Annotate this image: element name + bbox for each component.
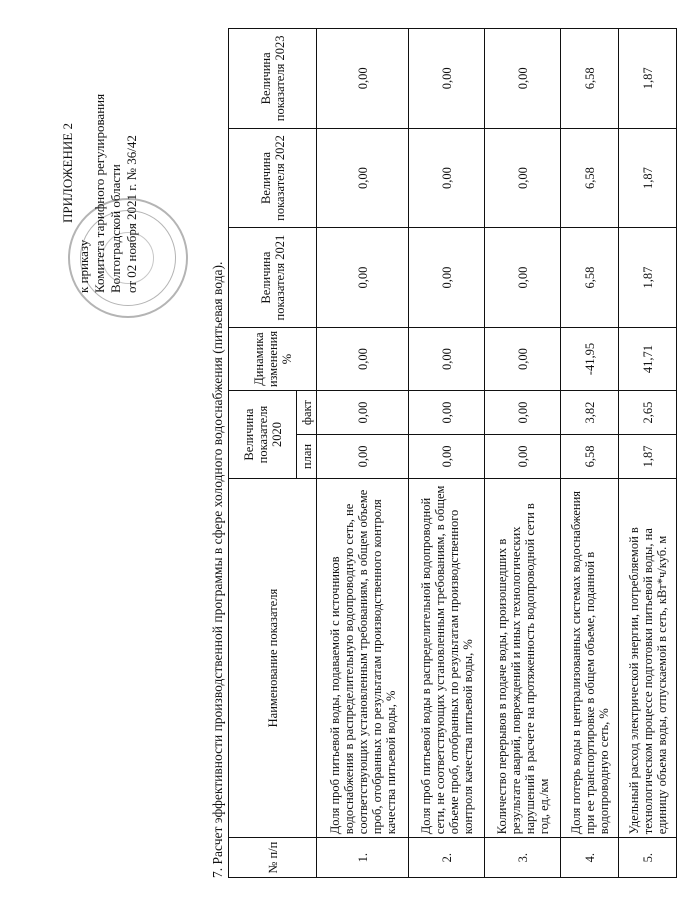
value-2021: 0,00: [317, 227, 409, 327]
header-fact: факт: [297, 390, 317, 434]
value-plan: 6,58: [561, 434, 619, 478]
value-2021: 1,87: [619, 227, 677, 327]
order-date: от 02 ноября 2021 г. № 36/42: [124, 134, 139, 293]
value-dynamics: 0,00: [317, 327, 409, 390]
header-name: Наименование показателя: [229, 478, 317, 837]
value-2022: 0,00: [485, 128, 561, 228]
value-2023: 0,00: [317, 28, 409, 128]
indicator-name: Доля проб питьевой воды, подаваемой с источников водоснабжения в распределительную водопроводную сеть, не соответствующих установленным требованиям, в общем объеме проб, отобранных по результатам производственного контроля качества питьевой воды, %: [317, 478, 409, 837]
value-plan: 0,00: [409, 434, 485, 478]
indicator-name: Доля проб питьевой воды в распределительной водопроводной сети, не соответствующих установленным требованиям, в общем объеме проб, отобранных по результатам производственного контроля качества питьевой воды, %: [409, 478, 485, 837]
appendix-label: ПРИЛОЖЕНИЕ 2: [60, 122, 75, 223]
table-row: [619, 28, 677, 877]
value-2023: 6,58: [561, 28, 619, 128]
value-2023: 0,00: [409, 28, 485, 128]
value-plan: 0,00: [317, 434, 409, 478]
value-2022: 6,58: [561, 128, 619, 228]
efficiency-table: [228, 28, 677, 878]
value-2021: 0,00: [485, 227, 561, 327]
table-row: [409, 28, 485, 877]
approval-block: [60, 43, 140, 293]
region-name: Волгоградской области: [108, 163, 123, 293]
row-number: 2.: [409, 837, 485, 877]
section-title: 7. Расчет эффективности производственной программы в сфере холодного водоснабжения (питьевая вода).: [210, 261, 225, 878]
value-2021: 0,00: [409, 227, 485, 327]
committee-name: Комитета тарифного регулирования: [92, 93, 107, 293]
indicator-name: Количество перерывов в подаче воды, произошедших в результате аварий, повреждений и иных технологических нарушений в расчете на протяженность водопроводной сети в год, ед./км: [485, 478, 561, 837]
row-number: 4.: [561, 837, 619, 877]
value-2021: 6,58: [561, 227, 619, 327]
header-value-2020: Величина показателя 2020: [229, 390, 297, 478]
value-dynamics: 41,71: [619, 327, 677, 390]
value-fact: 2,65: [619, 390, 677, 434]
value-dynamics: 0,00: [485, 327, 561, 390]
header-value-2021: Величина показателя 2021: [229, 227, 317, 327]
indicator-name: Удельный расход электрической энергии, потребляемой в технологическом процессе подготовки питьевой воды, на единицу объема воды, отпускаемой в сеть, кВт*ч/куб. м: [619, 478, 677, 837]
row-number: 5.: [619, 837, 677, 877]
value-fact: 0,00: [485, 390, 561, 434]
header-plan: план: [297, 434, 317, 478]
value-plan: 1,87: [619, 434, 677, 478]
header-dynamics: Динамика изменения %: [229, 327, 317, 390]
value-2023: 0,00: [485, 28, 561, 128]
order-reference: к приказу: [76, 239, 91, 293]
table-row: [317, 28, 409, 877]
value-fact: 3,82: [561, 390, 619, 434]
value-fact: 0,00: [317, 390, 409, 434]
value-fact: 0,00: [409, 390, 485, 434]
value-2022: 0,00: [317, 128, 409, 228]
rotated-page: [60, 28, 669, 878]
header-value-2023: Величина показателя 2023: [229, 28, 317, 128]
indicator-name: Доля потерь воды в централизованных системах водоснабжения при ее транспортировке в общем объеме, поданной в водопроводную сеть, %: [561, 478, 619, 837]
value-2022: 1,87: [619, 128, 677, 228]
row-number: 3.: [485, 837, 561, 877]
header-no: № п/п: [229, 837, 317, 877]
value-2023: 1,87: [619, 28, 677, 128]
table-row: [485, 28, 561, 877]
value-2022: 0,00: [409, 128, 485, 228]
row-number: 1.: [317, 837, 409, 877]
table-row: [561, 28, 619, 877]
value-dynamics: -41,95: [561, 327, 619, 390]
value-plan: 0,00: [485, 434, 561, 478]
value-dynamics: 0,00: [409, 327, 485, 390]
header-value-2022: Величина показателя 2022: [229, 128, 317, 228]
